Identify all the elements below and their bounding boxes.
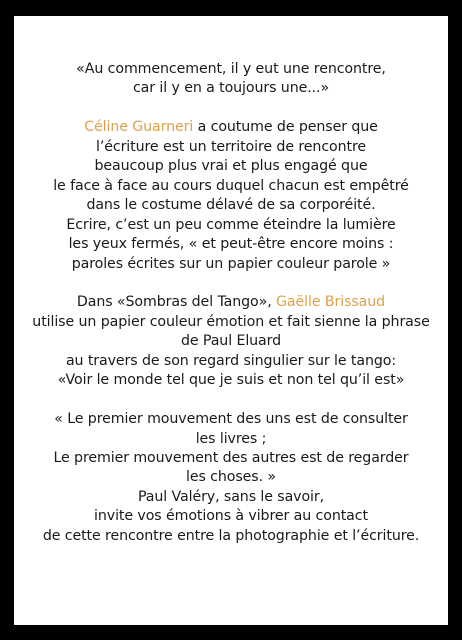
quote-line: car il y en a toujours une...» <box>132 80 330 97</box>
text-line: beaucoup plus vrai et plus engagé que <box>94 158 368 175</box>
text-line <box>14 118 448 137</box>
text-line: au travers de son regard singulier sur le tango: <box>65 352 397 369</box>
text-card <box>14 16 448 625</box>
text-line: paroles écrites sur un papier couleur parole » <box>71 255 391 272</box>
text-line: Le premier mouvement des autres est de regarder <box>53 450 409 467</box>
text-line: Ecrire, c’est un peu comme éteindre la lumière <box>66 216 396 233</box>
paragraph-gap <box>14 274 448 293</box>
body-text <box>14 60 448 546</box>
text-fragment: Dans «Sombras del Tango», <box>76 294 277 311</box>
text-line: de Paul Eluard <box>180 333 282 350</box>
text-line: dans le costume délavé de sa corporéité. <box>86 197 376 214</box>
text-fragment: a coutume de penser que <box>193 119 378 136</box>
paragraph-gap <box>14 99 448 118</box>
text-line: « Le premier mouvement des uns est de consulter <box>54 411 408 428</box>
text-line: Paul Valéry, sans le savoir, <box>137 488 325 505</box>
paragraph-gap <box>14 391 448 410</box>
text-line: invite vos émotions à vibrer au contact <box>94 508 368 525</box>
text-line: l’écriture est un territoire de rencontre <box>95 138 367 155</box>
text-line: de cette rencontre entre la photographie et l’écriture. <box>42 527 420 544</box>
quote-line: «Au commencement, il y eut une rencontre, <box>76 61 386 77</box>
text-line: les yeux fermés, « et peut-être encore moins : <box>68 236 394 253</box>
text-line: le face à face au cours duquel chacun est empêtré <box>53 177 409 194</box>
author-name-gaelle: Gaëlle Brissaud <box>276 294 386 311</box>
text-line: utilise un papier couleur émotion et fait sienne la phrase <box>32 313 430 330</box>
text-line: les choses. » <box>186 469 276 486</box>
text-line <box>14 293 448 312</box>
text-line: les livres ; <box>195 430 267 447</box>
author-name-celine: Céline Guarneri <box>84 119 194 136</box>
text-line: «Voir le monde tel que je suis et non tel qu’il est» <box>57 372 405 389</box>
